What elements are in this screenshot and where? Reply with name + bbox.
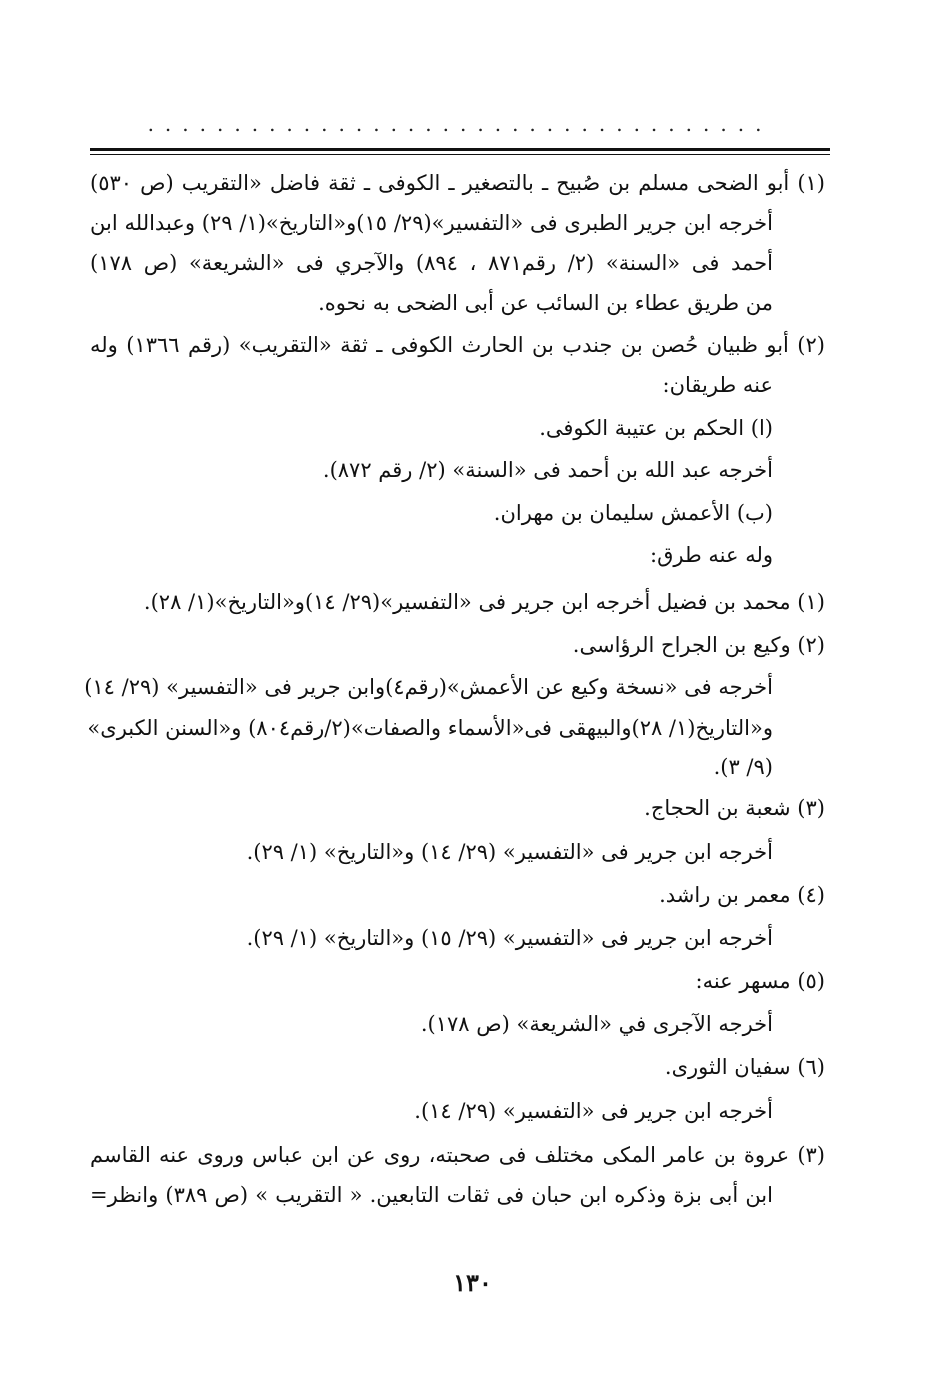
header-rule-thin [90, 154, 830, 155]
route-2-source-line-3: (٩/ ٣). [713, 755, 773, 779]
route-2-source-line-2: و«التاريخ(١/ ٢٨)والبيهقى فى«الأسماء والصفات»(٢/رقم٨٠٤) و«السنن الكبرى» [87, 716, 773, 740]
header-dots: .................................... [147, 112, 773, 136]
route-4-source: أخرجه ابن جرير فى «التفسير» (٢٩/ ١٥) و«التاريخ» (١/ ٢٩). [246, 926, 773, 950]
route-6-source: أخرجه ابن جرير فى «التفسير» (٢٩/ ١٤). [414, 1099, 773, 1123]
route-2-source-line-1: أخرجه فى «نسخة وكيع عن الأعمش»(رقم٤)وابن جرير فى «التفسير» (٢٩/ ١٤) [84, 675, 773, 699]
route-3: (٣) شعبة بن الحجاج. [644, 796, 825, 820]
footnote-2-sub-b-intro: وله عنه طرق: [650, 543, 773, 567]
footnote-1-line-4: من طريق عطاء بن السائب عن أبى الضحى به نحوه. [318, 291, 773, 315]
footnote-1-line-1: (١) أبو الضحى مسلم بن صُبيح ـ بالتصغير ـ الكوفى ـ ثقة فاضل «التقريب (ص ٥٣٠) [90, 171, 825, 195]
route-1: (١) محمد بن فضيل أخرجه ابن جرير فى «التفسير»(٢٩/ ١٤)و«التاريخ»(١/ ٢٨). [143, 590, 825, 614]
footnote-1-line-3: أحمد فى «السنة» (٢/ رقم٨٧١ ، ٨٩٤) والآجري فى «الشريعة» (ص ١٧٨) [90, 251, 773, 275]
header-rule-thick [90, 148, 830, 151]
route-3-source: أخرجه ابن جرير فى «التفسير» (٢٩/ ١٤) و«التاريخ» (١/ ٢٩). [246, 840, 773, 864]
footnote-2-sub-a: (ا) الحكم بن عتيبة الكوفى. [539, 416, 773, 440]
footnote-3-line-2: ابن أبى بزة وذكره ابن حبان فى ثقات التابعين. « التقريب » (ص ٣٨٩) وانظر= [90, 1183, 773, 1207]
route-4: (٤) معمر بن راشد. [659, 883, 825, 907]
route-5: (٥) مسهر عنه: [695, 969, 825, 993]
footnote-1-line-2: أخرجه ابن جرير الطبرى فى «التفسير»(٢٩/ ١٥)و«التاريخ»(١/ ٢٩) وعبدالله ابن [90, 211, 773, 235]
route-5-source: أخرجه الآجرى في «الشريعة» (ص ١٧٨). [420, 1012, 773, 1036]
footnote-2-line-2: عنه طريقان: [662, 373, 773, 397]
footnote-3-line-1: (٣) عروة بن عامر المكى مختلف فى صحبته، روى عن ابن عباس وروى عنه القاسم [90, 1143, 825, 1167]
page-number: ١٣٠ [453, 1268, 492, 1297]
route-6: (٦) سفيان الثورى. [664, 1055, 825, 1079]
footnote-2-sub-a-source: أخرجه عبد الله بن أحمد فى «السنة» (٢/ رقم ٨٧٢). [322, 458, 773, 482]
footnote-2-sub-b: (ب) الأعمش سليمان بن مهران. [493, 501, 773, 525]
route-2: (٢) وكيع بن الجراح الرؤاسى. [572, 633, 825, 657]
footnote-2-line-1: (٢) أبو ظبيان حُصن بن جندب بن الحارث الكوفى ـ ثقة «التقريب» (رقم ١٣٦٦) وله [90, 333, 825, 357]
